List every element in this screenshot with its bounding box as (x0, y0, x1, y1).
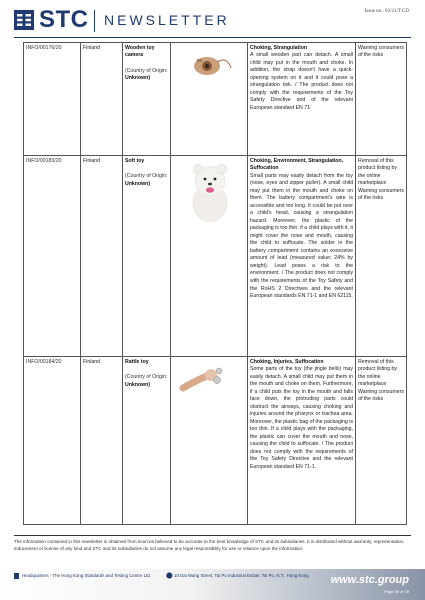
stc-logo-mark (14, 10, 34, 30)
risk-cell (248, 156, 356, 357)
product-cell (123, 43, 171, 156)
newsletter-title: NEWSLETTER (104, 12, 230, 28)
recall-table (23, 42, 407, 525)
measures-taken: Warning consumers of the risks (356, 43, 407, 156)
risk-type: Choking, Injuries, Suffocation (250, 358, 324, 365)
notifying-country: Finland (81, 357, 123, 525)
table-row (24, 43, 407, 156)
risk-cell (248, 357, 356, 525)
country-of-origin: (Country of Origin: Unknown) (125, 67, 168, 82)
header-divider (94, 10, 95, 32)
country-of-origin: (Country of Origin: Unknown) (125, 374, 168, 388)
table-row (24, 156, 407, 357)
risk-description: A small wooden part can detach. A small child may put in the mouth and choke. In addition, the strap doesn't have a quick-opening system on it and it could pose a strangulation risk. / The product does not comply with the requirements of the Toy Safety Directive and of the relevant European standard EN 71. (250, 52, 353, 111)
country-of-origin: (Country of Origin: Unknown) (125, 173, 168, 187)
product-image-cell (171, 43, 248, 156)
product-name: Wooden toy camera (125, 44, 155, 59)
website-link[interactable]: www.stc.group (330, 574, 409, 586)
risk-description: Small parts may easily detach from the toy (nose, eyes and zipper puller). A small child may put them in the mouth and choke on them. The battery compartment's wire is accessible and too long. It could be put over a child's head, causing a strangulation hazard. Moreover, the plastic of the packaging is too thin: if a child plays with it, it might cover the nose and mouth, causing the child to suffocate. The solder in the battery compartment contains an excessive amount of lead (measured value: 24% by weight). Lead poses a risk to the environment. / The product does not comply with the requirements of the Toy Safety and the RoHS 2 Directives and the relevant European standards EN 71-1 and EN 62115. (250, 172, 353, 300)
risk-type: Choking, Environment, Strangulation, Suffocation (250, 157, 344, 172)
notification-id: INFO/00183/20 (24, 156, 81, 357)
issue-number: Issue no.: 03/21/T CD (364, 9, 409, 14)
disclaimer: The information contained in this newsletter is obtained from sources believed to be accurate to the best knowledge of STC and its subsidiaries. It is distributed without warranty, representation, inducement or license of any kind and STC and its subsidiaries do not assume any legal responsibility for use or reliance upon the information. (14, 539, 405, 551)
wooden-toy-camera-photo (173, 46, 247, 84)
headquarters: Headquarters - The Hong Kong Standards and Testing Centre Ltd. (22, 573, 151, 578)
table-row (24, 357, 407, 525)
stc-logo-text: STC (39, 6, 89, 33)
header-rule (14, 37, 411, 38)
risk-type: Choking, Strangulation (250, 44, 308, 51)
soft-toy-bear-photo (173, 159, 247, 225)
address: 10 Dai Wang Street, Tai Po Industrial Estate, Tai Po, N.T., Hong Kong (174, 573, 309, 578)
measures-taken: Removal of this product listing by the online marketplace Warning consumers of the risks (356, 357, 407, 525)
page-number: Page 30 of 39 (384, 589, 409, 594)
product-name: Rattle toy (125, 358, 149, 365)
notifying-country: Finland (81, 156, 123, 357)
measures-taken: Removal of this product listing by the online marketplace Warning consumers of the risks (356, 156, 407, 357)
product-cell (123, 156, 171, 357)
footer-rule (14, 535, 411, 536)
notification-id: INFO/00176/20 (24, 43, 81, 156)
rattle-toy-photo (173, 360, 247, 398)
product-image-cell (171, 156, 248, 357)
risk-cell (248, 43, 356, 156)
building-icon (14, 573, 19, 579)
risk-description: Some parts of the toy (the jingle bells) may easily detach. A small child may put them in the mouth and choke on them. Furthermore, if a child puts the toy in the mouth and falls face down, the protruding parts could obstruct the airways, causing choking and injuries around the pharynx or trachea area. Moreover, the plastic bag of the packaging is too thin. If a child plays with the packaging, the plastic can cover the mouth and nose, causing the child to suffocate. / The product does not comply with the requirements of the Toy Safety Directive and the relevant European standard EN 71-1. (250, 366, 353, 470)
product-cell (123, 357, 171, 525)
location-pin-icon: ⬤ (166, 573, 173, 579)
notification-id: INFO/00184/20 (24, 357, 81, 525)
product-image-cell (171, 357, 248, 525)
product-name: Soft toy (125, 157, 145, 164)
notifying-country: Finland (81, 43, 123, 156)
